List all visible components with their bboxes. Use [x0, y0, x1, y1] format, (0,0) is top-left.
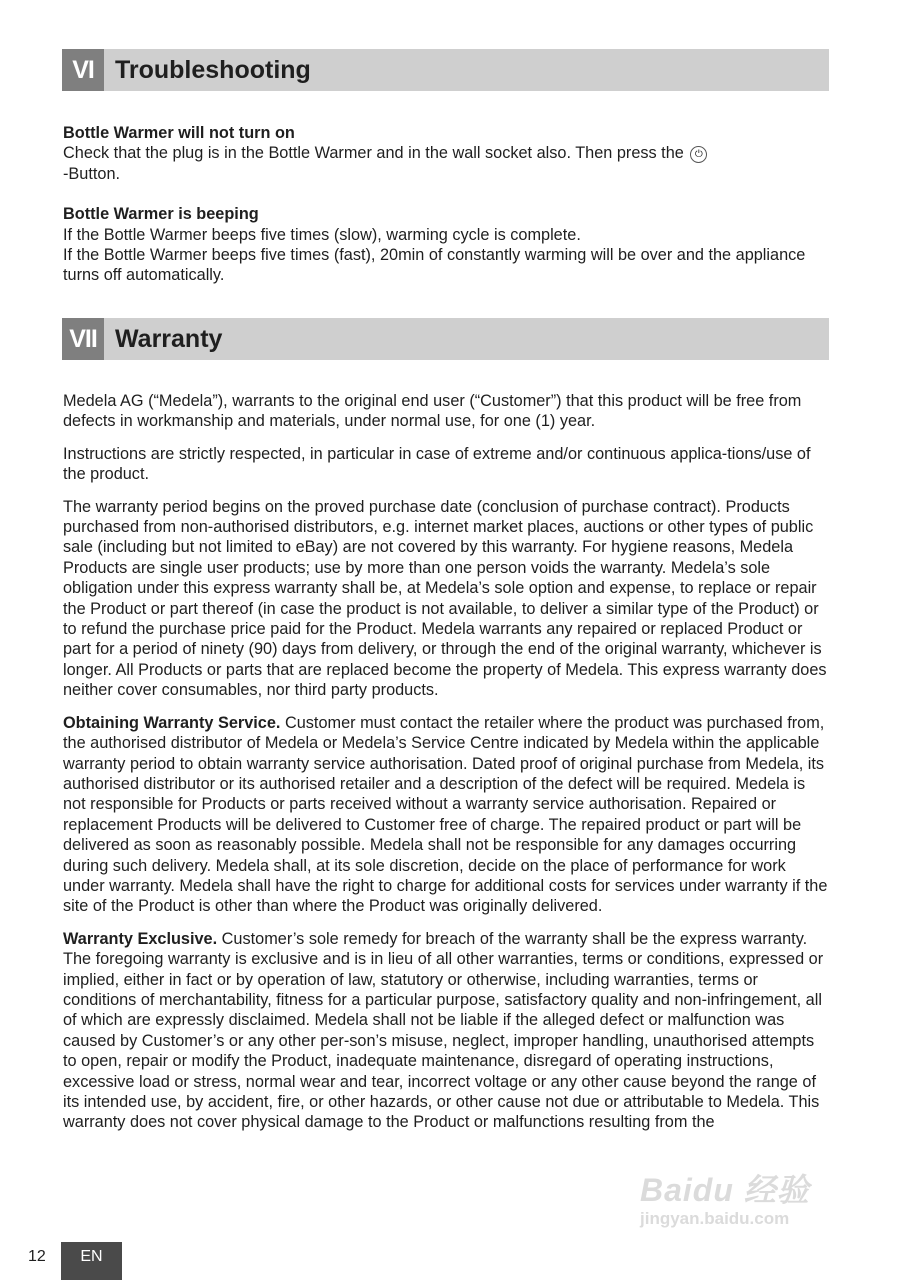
section-number: VII: [62, 318, 104, 360]
section-title: Troubleshooting: [115, 55, 311, 84]
paragraph-lead: Obtaining Warranty Service.: [63, 713, 281, 732]
troubleshooting-content: [63, 123, 831, 298]
item-text: Check that the plug is in the Bottle Warmer and in the wall socket also. Then press the: [63, 144, 684, 163]
paragraph-body: Customer’s sole remedy for breach of the warranty shall be the express warranty. The foregoing warranty is exclusive and is in lieu of all other warranties, terms or conditions, expressed or implied, either in fact or by operation of law, statutory or otherwise, including warranties, terms or conditions of merchantability, fitness for a particular purpose, satisfactory quality and non-infringement, all of which are expressly disclaimed. Medela shall not be liable if the alleged defect or malfunction was caused by Customer’s or any other per-son’s misuse, neglect, improper handling, unauthorised attempts to open, repair or modify the Product, inadequate maintenance, disregard of operating instructions, excessive load or stress, normal wear and tear, incorrect voltage or any other cause beyond the range of its intended use, by accident, fire, or other hazards, or other cause not due or attributable to Medela. This warranty does not cover physical damage to the Product or malfunctions resulting from the: [63, 929, 824, 1132]
section-header-troubleshooting: [62, 49, 829, 91]
section-number: VI: [62, 49, 104, 91]
watermark: [640, 1165, 810, 1229]
watermark-url: jingyan.baidu.com: [640, 1209, 790, 1228]
watermark-logo: Baidu 经验: [640, 1172, 810, 1208]
item-text: If the Bottle Warmer beeps five times (slow), warming cycle is complete.: [63, 225, 581, 244]
item-text: If the Bottle Warmer beeps five times (fast), 20min of constantly warming will be over and the appliance turns off automatically.: [63, 246, 806, 285]
item-text: -Button.: [63, 164, 121, 183]
item-heading: Bottle Warmer will not turn on: [63, 124, 295, 142]
warranty-paragraph: [63, 713, 831, 917]
section-title: Warranty: [115, 324, 223, 353]
paragraph-lead: Warranty Exclusive.: [63, 929, 218, 948]
warranty-content: [63, 391, 831, 1145]
warranty-paragraph: [63, 929, 831, 1133]
power-icon: ⏻: [690, 146, 707, 163]
language-tab: EN: [61, 1242, 122, 1280]
warranty-paragraph: Instructions are strictly respected, in particular in case of extreme and/or continuous applica-tions/use of the product.: [63, 444, 811, 484]
page-number: 12: [28, 1248, 46, 1265]
warranty-paragraph: Medela AG (“Medela”), warrants to the original end user (“Customer”) that this product will be free from defects in workmanship and materials, under normal use, for one (1) year.: [63, 392, 802, 431]
section-header-warranty: [62, 318, 829, 360]
warranty-paragraph: The warranty period begins on the proved purchase date (conclusion of purchase contract). Products purchased from non-authorised distributors, e.g. internet market places, auctions or other types of public sale (including but not limited to eBay) are not covered by this warranty. For hygiene reasons, Medela Products are single user products; use by more than one person voids the warranty. Medela’s sole obligation under this express warranty shall be, at Medela’s sole option and expense, to replace or repair the Product or part thereof (in case the product is not available, to deliver a similar type of the Product) or to refund the purchase price paid for the Product. Medela warrants any repaired or replaced Product or part for a period of ninety (90) days from delivery, or through the end of the original warranty, whichever is longer. All Products or parts that are replaced become the property of Medela. This express warranty does neither cover consumables, nor third party products.: [63, 497, 827, 700]
item-heading: Bottle Warmer is beeping: [63, 205, 259, 224]
paragraph-body: Customer must contact the retailer where the product was purchased from, the authorised distributor of Medela or Medela’s Service Centre indicated by Medela within the applicable warranty period to obtain warranty service authorisation. Dated proof of original purchase from Medela, its authorised distributor or its authorised retailer and a description of the defect will be required. Medela is not responsible for Products or parts received without a warranty service authorisation. Repaired or replacement Products will be delivered to Customer free of charge. The repaired product or part will be delivered as soon as reasonably possible. Medela shall not be responsible for any damages occurring during such delivery. Medela shall, at its sole discretion, decide on the place of performance for work under warranty. Medela shall have the right to charge for additional costs for services under warranty if the site of the Product is other than where the Product was originally delivered.: [63, 713, 828, 916]
